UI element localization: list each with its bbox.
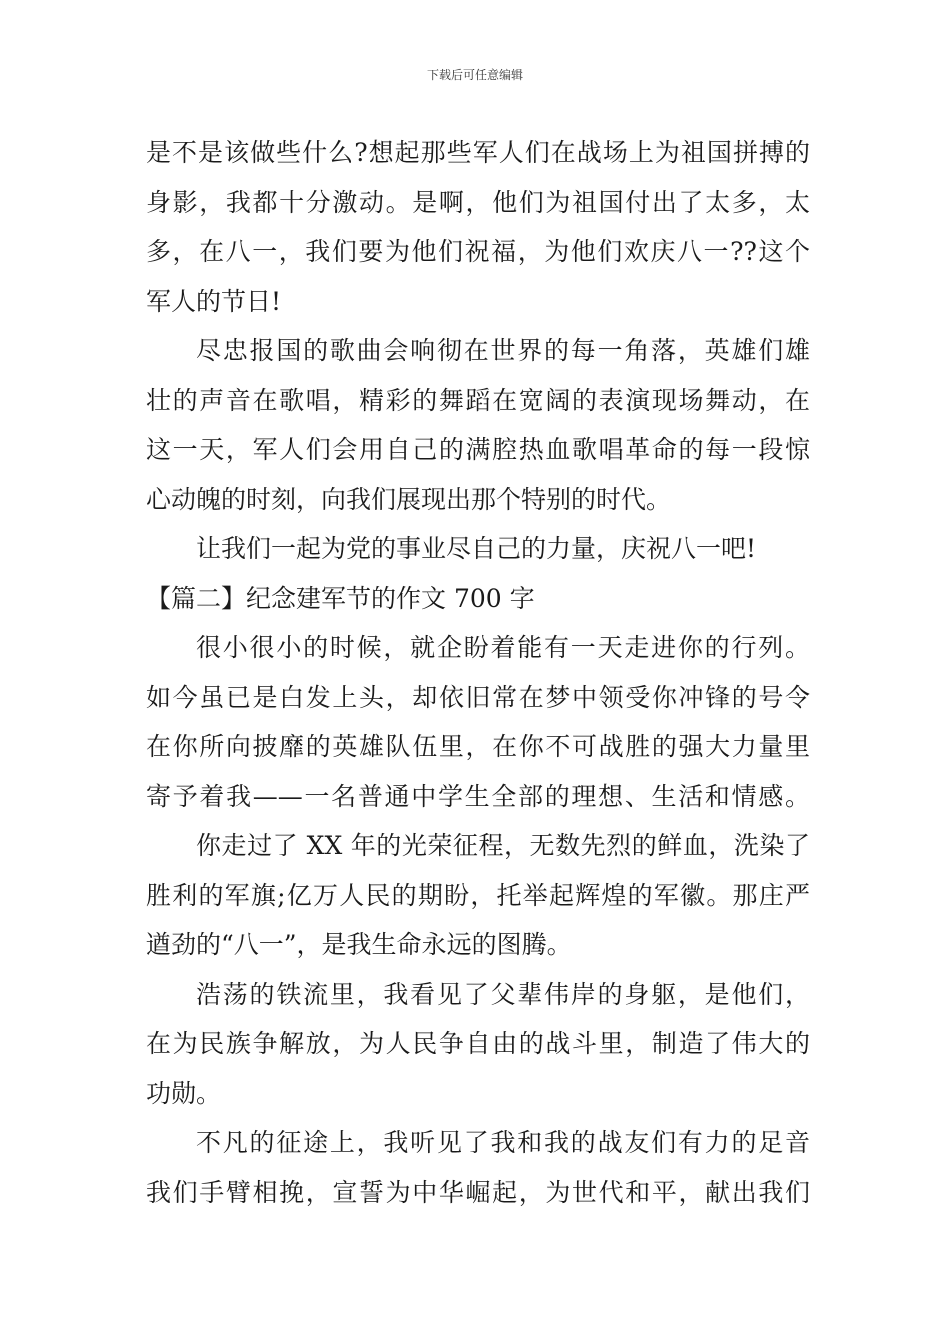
text-line: 如今虽已是白发上头，却依旧常在梦中领受你冲锋的号令 [146, 682, 810, 712]
text-line: 功勋。 [146, 1078, 222, 1108]
text-line: 很小很小的时候，就企盼着能有一天走进你的行列。 [196, 633, 810, 662]
text-line: 是不是该做些什么?想起那些军人们在战场上为祖国拼搏的 [146, 138, 810, 167]
text-line: 多，在八一，我们要为他们祝福，为他们欢庆八一??这个 [146, 237, 810, 266]
text-line: 胜利的军旗;亿万人民的期盼，托举起辉煌的军徽。那庄严 [146, 880, 810, 910]
text-line: 身影，我都十分激动。是啊，他们为祖国付出了太多，太 [146, 187, 810, 217]
text-line: 寄予着我——一名普通中学生全部的理想、生活和情感。 [146, 781, 810, 811]
text-line: 这一天，军人们会用自己的满腔热血歌唱革命的每一段惊 [146, 435, 810, 464]
text-line: 【篇二】纪念建军节的作文 700 字 [146, 583, 535, 613]
text-line: 不凡的征途上，我听见了我和我的战友们有力的足音 [196, 1128, 810, 1157]
text-line: 在为民族争解放，为人民争自由的战斗里，制造了伟大的 [146, 1029, 810, 1058]
page-header: 下载后可任意编辑 [426, 68, 523, 82]
document-body [146, 128, 810, 1217]
text-line: 浩荡的铁流里，我看见了父辈伟岸的身躯，是他们， [196, 979, 810, 1009]
text-line: 心动魄的时刻，向我们展现出那个特别的时代。 [146, 484, 672, 514]
text-line: 让我们一起为党的事业尽自己的力量，庆祝八一吧! [196, 534, 757, 563]
text-line: 遒劲的“八一”，是我生命永远的图腾。 [146, 930, 572, 959]
text-line: 尽忠报国的歌曲会响彻在世界的每一角落，英雄们雄 [196, 336, 810, 365]
text-line: 我们手臂相挽，宣誓为中华崛起，为世代和平，献出我们 [146, 1177, 810, 1207]
text-line: 在你所向披靡的英雄队伍里，在你不可战胜的强大力量里 [146, 732, 810, 761]
text-line: 你走过了 XX 年的光荣征程，无数先烈的鲜血，洗染了 [196, 831, 810, 860]
text-line: 军人的节日! [146, 286, 282, 316]
text-line: 壮的声音在歌唱，精彩的舞蹈在宽阔的表演现场舞动，在 [146, 385, 810, 415]
